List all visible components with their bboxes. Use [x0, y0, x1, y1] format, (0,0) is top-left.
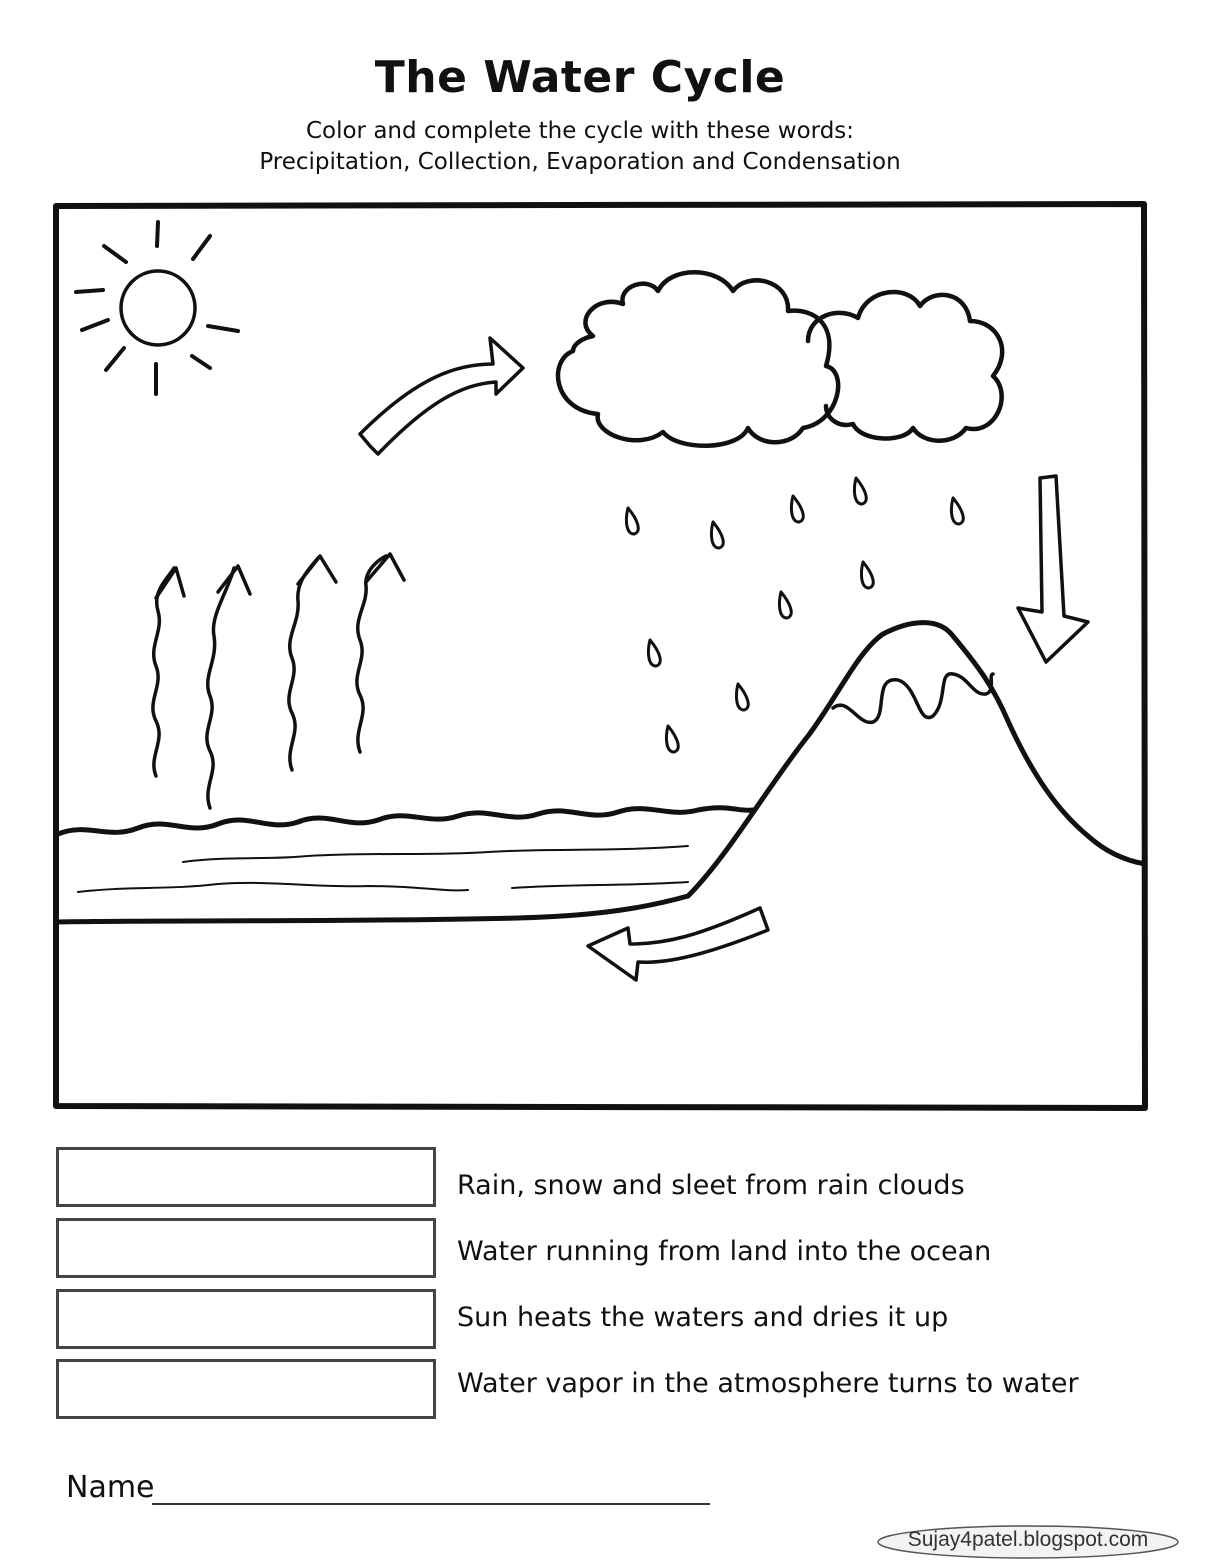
mountain — [688, 623, 1145, 896]
instruction-line-1: Color and complete the cycle with these words: — [305, 118, 855, 144]
name-input-line[interactable] — [152, 1503, 710, 1505]
clue-condensation: Water vapor in the atmosphere turns to water — [457, 1368, 1079, 1399]
ocean-surface — [58, 808, 753, 834]
rain-drop — [648, 640, 660, 666]
vapor-arrow — [207, 568, 234, 808]
right-cloud — [808, 292, 1002, 441]
answer-box-2[interactable] — [56, 1218, 436, 1278]
left-cloud — [558, 272, 838, 446]
runoff-to-ocean-arrow — [588, 908, 768, 980]
snow-cap — [833, 674, 993, 723]
rain-drop — [951, 498, 963, 524]
rain-drop — [666, 726, 678, 752]
answer-box-3[interactable] — [56, 1289, 436, 1349]
page-title: The Water Cycle — [374, 52, 786, 103]
clue-collection: Water running from land into the ocean — [457, 1236, 992, 1267]
evaporation-to-cloud-arrow — [360, 338, 523, 454]
ocean-floor — [56, 896, 688, 922]
rain-drop — [779, 592, 791, 618]
ocean-wave-line — [512, 882, 688, 888]
blog-url: Sujay4patel.blogspot.com — [907, 1528, 1149, 1551]
rain-drop — [736, 684, 748, 710]
vapor-arrow — [289, 558, 318, 770]
cloud-to-mountain-arrow — [1018, 476, 1088, 662]
rain-drop — [861, 562, 873, 588]
answer-box-4[interactable] — [56, 1359, 436, 1419]
diagram-frame — [56, 204, 1145, 1108]
name-label: Name — [66, 1470, 155, 1505]
answer-box-1[interactable] — [56, 1147, 436, 1207]
ocean-wave-line — [183, 846, 688, 862]
rain-drop — [791, 496, 803, 522]
vapor-arrow-head — [218, 566, 250, 594]
rain-drop — [626, 508, 638, 534]
rain-drop — [854, 478, 866, 504]
water-cycle-diagram — [48, 196, 1152, 1116]
ocean — [56, 808, 753, 922]
clue-evaporation: Sun heats the waters and dries it up — [457, 1302, 949, 1333]
ocean-wave-line — [78, 883, 468, 892]
vapor-arrow — [357, 556, 386, 752]
sun-icon — [76, 222, 238, 394]
evaporation-arrows — [153, 554, 404, 808]
mountain-outline — [688, 623, 1145, 896]
blog-watermark — [875, 1524, 1181, 1564]
rain-drops — [626, 478, 963, 752]
instruction-line-2: Precipitation, Collection, Evaporation and Condensation — [259, 149, 901, 175]
rain-drop — [711, 522, 723, 548]
clue-precipitation: Rain, snow and sleet from rain clouds — [457, 1170, 965, 1201]
